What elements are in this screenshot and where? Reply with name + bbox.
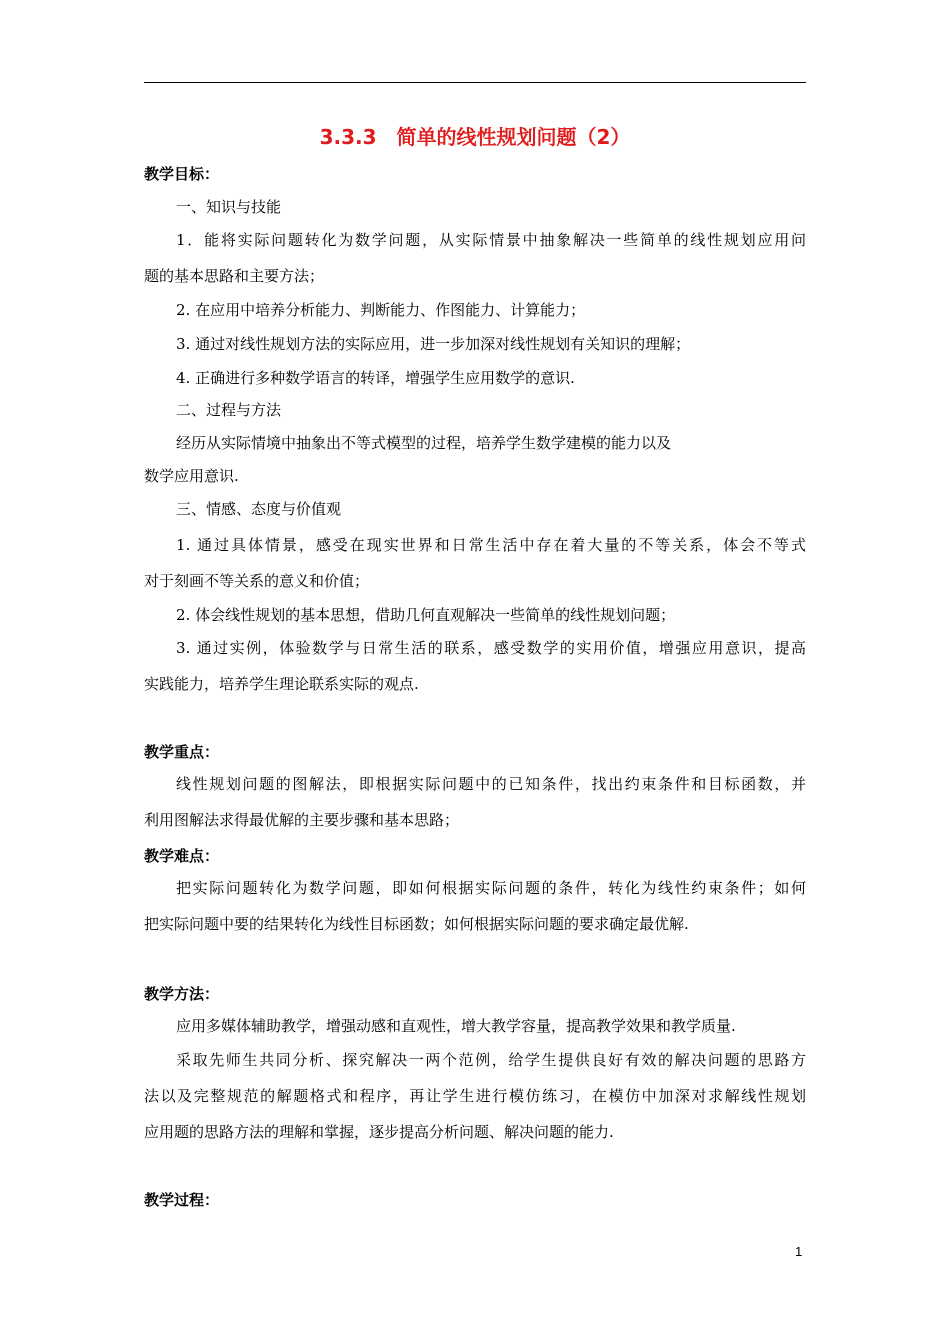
paragraph-line: 二、过程与方法 bbox=[176, 401, 282, 419]
paragraph-line: 采取先师生共同分析、探究解决一两个范例，给学生提供良好有效的解决问题的思路方 bbox=[176, 1051, 806, 1069]
paragraph-line: 把实际问题转化为数学问题，即如何根据实际问题的条件，转化为线性约束条件；如何 bbox=[176, 879, 806, 897]
paragraph-line: 2. 在应用中培养分析能力、判断能力、作图能力、计算能力； bbox=[176, 301, 586, 319]
paragraph-line: 法以及完整规范的解题格式和程序，再让学生进行模仿练习，在模仿中加深对求解线性规划 bbox=[144, 1087, 806, 1105]
paragraph-line: 数学应用意识. bbox=[144, 467, 239, 485]
page-number: 1 bbox=[795, 1244, 803, 1259]
section-heading-goals: 教学目标： bbox=[144, 165, 220, 183]
paragraph-line: 题的基本思路和主要方法； bbox=[144, 267, 325, 285]
paragraph-line: 把实际问题中要的结果转化为线性目标函数；如何根据实际问题的要求确定最优解. bbox=[144, 915, 689, 933]
paragraph-line: 应用多媒体辅助教学，增强动感和直观性，增大教学容量，提高教学效果和教学质量. bbox=[176, 1017, 736, 1035]
section-heading-key-points: 教学重点： bbox=[144, 743, 220, 761]
paragraph-line: 1. 通过具体情景，感受在现实世界和日常生活中存在着大量的不等关系，体会不等式 bbox=[176, 536, 806, 554]
paragraph-line: 实践能力，培养学生理论联系实际的观点. bbox=[144, 675, 419, 693]
paragraph-line: 一、知识与技能 bbox=[176, 198, 282, 216]
paragraph-line: 3. 通过实例，体验数学与日常生活的联系，感受数学的实用价值，增强应用意识，提高 bbox=[176, 639, 806, 657]
paragraph-line: 应用题的思路方法的理解和掌握，逐步提高分析问题、解决问题的能力. bbox=[144, 1123, 614, 1141]
header-rule bbox=[144, 82, 806, 83]
page-title: 3.3.3 简单的线性规划问题（2） bbox=[319, 125, 631, 149]
paragraph-line: 1．能将实际问题转化为数学问题，从实际情景中抽象解决一些简单的线性规划应用问 bbox=[176, 231, 806, 249]
paragraph-line: 3. 通过对线性规划方法的实际应用，进一步加深对线性规划有关知识的理解； bbox=[176, 335, 691, 353]
paragraph-line: 2. 体会线性规划的基本思想，借助几何直观解决一些简单的线性规划问题； bbox=[176, 606, 676, 624]
paragraph-line: 三、情感、态度与价值观 bbox=[176, 500, 342, 518]
paragraph-line: 对于刻画不等关系的意义和价值； bbox=[144, 572, 370, 590]
section-heading-difficulties: 教学难点： bbox=[144, 847, 220, 865]
paragraph-line: 经历从实际情境中抽象出不等式模型的过程，培养学生数学建模的能力以及 bbox=[176, 434, 672, 452]
paragraph-line: 利用图解法求得最优解的主要步骤和基本思路； bbox=[144, 811, 460, 829]
paragraph-line: 4. 正确进行多种数学语言的转译，增强学生应用数学的意识. bbox=[176, 369, 575, 387]
section-heading-methods: 教学方法： bbox=[144, 985, 220, 1003]
paragraph-line: 线性规划问题的图解法，即根据实际问题中的已知条件，找出约束条件和目标函数，并 bbox=[176, 775, 806, 793]
section-heading-process: 教学过程： bbox=[144, 1191, 220, 1209]
